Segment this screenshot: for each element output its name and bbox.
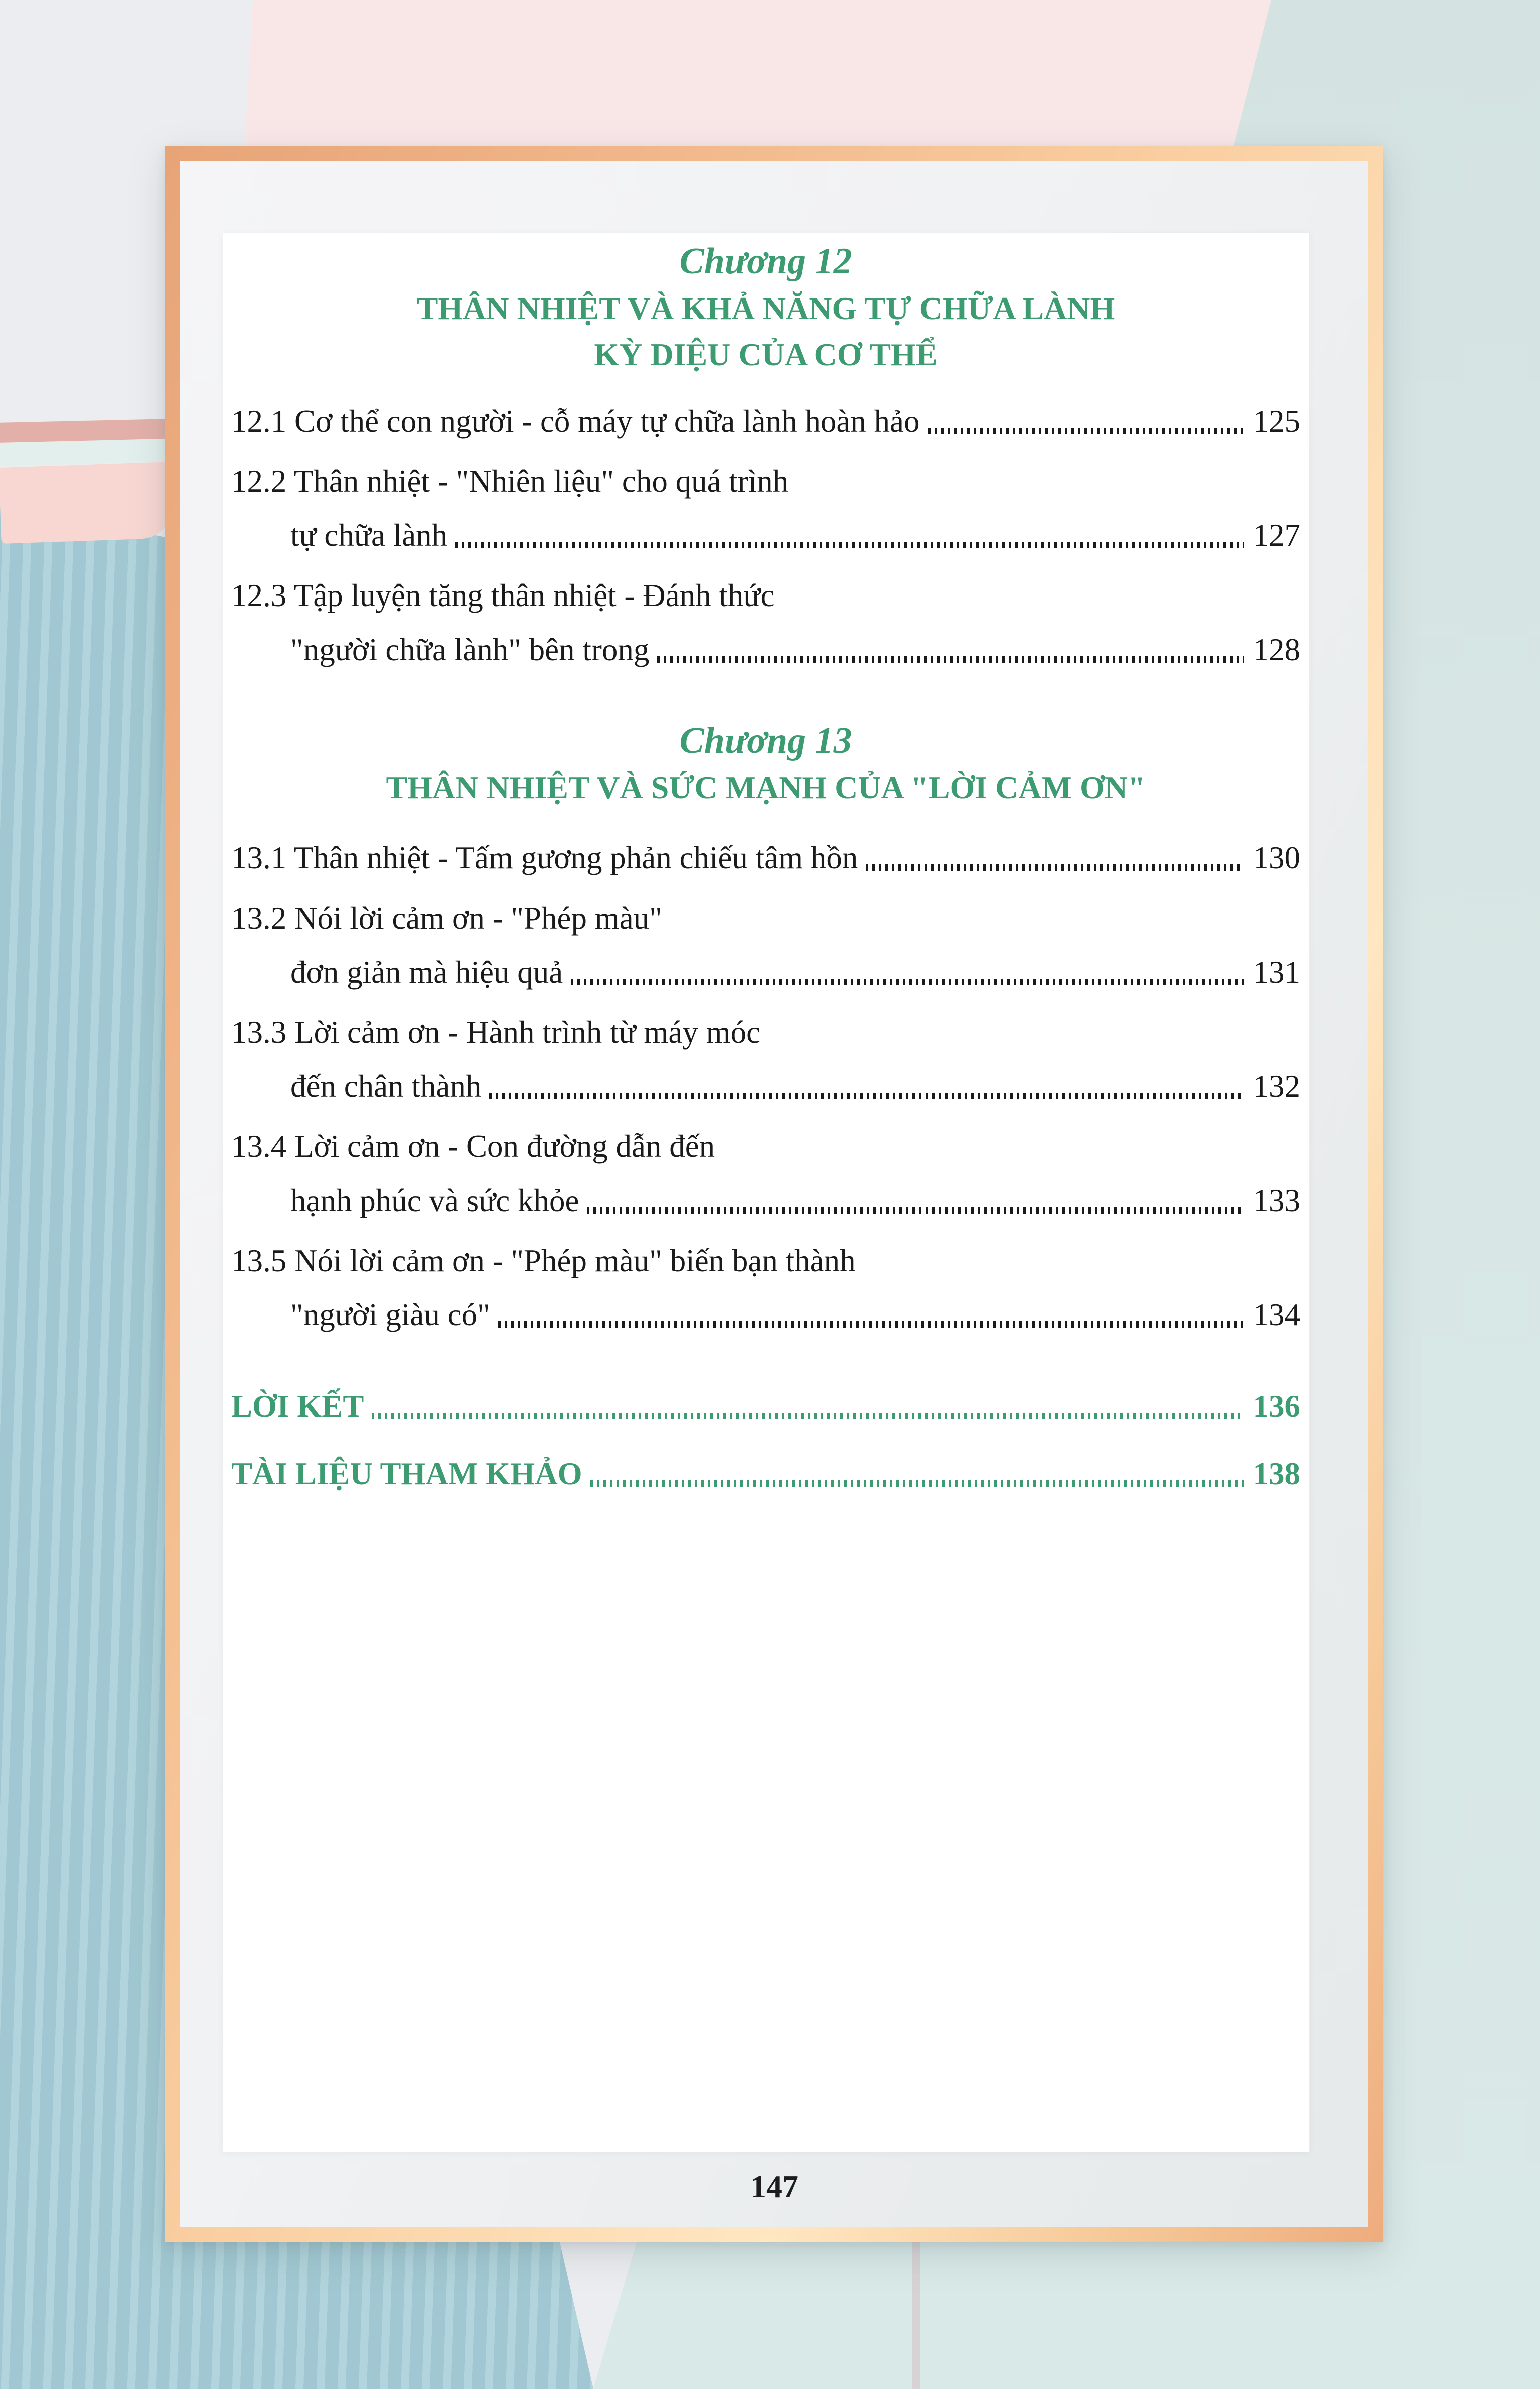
toc-entry-13-5 — [231, 1234, 1300, 1342]
toc-line — [231, 394, 1300, 448]
page-number: 147 — [750, 2169, 798, 2204]
toc-line-text: 12.1 Cơ thể con người - cỗ máy tự chữa lành hoàn hảo — [231, 404, 920, 439]
toc-page-number: 130 — [1253, 840, 1300, 875]
dot-leader — [455, 542, 1244, 548]
toc-line-text: TÀI LIỆU THAM KHẢO — [231, 1456, 582, 1491]
toc-page-number: 127 — [1253, 518, 1300, 553]
toc-line-text: 13.5 Nói lời cảm ơn - "Phép màu" biến bạn thành — [231, 1243, 856, 1278]
toc-line-text: 13.4 Lời cảm ơn - Con đường dẫn đến — [231, 1129, 715, 1164]
dot-leader — [866, 864, 1244, 871]
toc-line-continuation — [231, 1288, 1300, 1342]
dot-leader — [571, 979, 1244, 985]
toc-line-text: LỜI KẾT — [231, 1389, 364, 1424]
chapter-12-section — [231, 237, 1300, 677]
toc-page-number: 132 — [1253, 1069, 1300, 1104]
toc-page-number: 134 — [1253, 1297, 1300, 1332]
toc-line-text: 13.2 Nói lời cảm ơn - "Phép màu" — [231, 901, 662, 936]
dot-leader — [928, 428, 1244, 434]
toc-page-number: 133 — [1253, 1183, 1300, 1218]
toc-entry-12-2 — [231, 454, 1300, 562]
toc-line-text: đơn giản mà hiệu quả — [290, 955, 563, 990]
chapter-12-title-line: THÂN NHIỆT VÀ KHẢ NĂNG TỰ CHỮA LÀNH — [416, 290, 1115, 326]
toc-line — [231, 1005, 1300, 1059]
dot-leader — [498, 1321, 1244, 1328]
chapter-13-title — [231, 765, 1300, 811]
toc-entry-13-3 — [231, 1005, 1300, 1113]
dot-leader — [657, 656, 1244, 663]
toc-line-text: "người chữa lành" bên trong — [290, 632, 650, 667]
dot-leader — [372, 1413, 1244, 1419]
toc-line-text: đến chân thành — [290, 1069, 482, 1104]
toc-line-text: 12.2 Thân nhiệt - "Nhiên liệu" cho quá trình — [231, 464, 789, 499]
toc-entry-12-1 — [231, 394, 1300, 448]
toc-entry-12-3 — [231, 568, 1300, 677]
chapter-13-section — [231, 717, 1300, 1342]
chapter-12-label: Chương 12 — [679, 241, 852, 282]
background-pink-band — [0, 462, 176, 544]
chapter-13-title-line: THÂN NHIỆT VÀ SỨC MẠNH CỦA "LỜI CẢM ƠN" — [386, 770, 1146, 805]
background-paper-seam — [912, 2231, 920, 2389]
toc-closing-tai-lieu-tham-khao — [231, 1447, 1300, 1501]
toc-entry-13-1 — [231, 831, 1300, 885]
toc-line — [231, 568, 1300, 623]
dot-leader — [587, 1207, 1244, 1214]
toc-page-number: 138 — [1253, 1456, 1300, 1491]
toc-entry-13-2 — [231, 891, 1300, 999]
toc-page-number: 136 — [1253, 1389, 1300, 1424]
toc-line — [231, 891, 1300, 945]
toc-line-continuation — [231, 945, 1300, 999]
toc-page-number: 128 — [1253, 632, 1300, 667]
dot-leader — [590, 1480, 1244, 1487]
toc-line-continuation — [231, 623, 1300, 677]
toc-panel — [223, 233, 1310, 2152]
toc-line — [231, 454, 1300, 508]
toc-line-text: hạnh phúc và sức khỏe — [290, 1183, 579, 1218]
toc-line — [231, 1234, 1300, 1288]
toc-closing-loi-ket — [231, 1379, 1300, 1433]
toc-line-continuation — [231, 1059, 1300, 1113]
toc-page-number: 131 — [1253, 955, 1300, 990]
toc-line-text: "người giàu có" — [290, 1297, 490, 1332]
toc-line — [231, 1119, 1300, 1173]
toc-line-text: 12.3 Tập luyện tăng thân nhiệt - Đánh thức — [231, 578, 775, 613]
background-teal-wash — [0, 439, 171, 466]
chapter-12-title-line: KỲ DIỆU CỦA CƠ THỂ — [594, 337, 938, 372]
peach-frame — [165, 146, 1383, 2242]
dot-leader — [489, 1093, 1244, 1099]
toc-entry-13-4 — [231, 1119, 1300, 1228]
toc-line-text: 13.3 Lời cảm ơn - Hành trình từ máy móc — [231, 1015, 761, 1050]
toc-line-continuation — [231, 1173, 1300, 1228]
frame-mat — [180, 161, 1368, 2227]
toc-line — [231, 831, 1300, 885]
toc-line-text: 13.1 Thân nhiệt - Tấm gương phản chiếu tâm hồn — [231, 840, 858, 875]
toc-line-text: tự chữa lành — [290, 518, 448, 553]
toc-line-continuation — [231, 508, 1300, 562]
chapter-13-label: Chương 13 — [679, 720, 852, 761]
toc-page-number: 125 — [1253, 404, 1300, 439]
chapter-12-title — [231, 285, 1300, 378]
